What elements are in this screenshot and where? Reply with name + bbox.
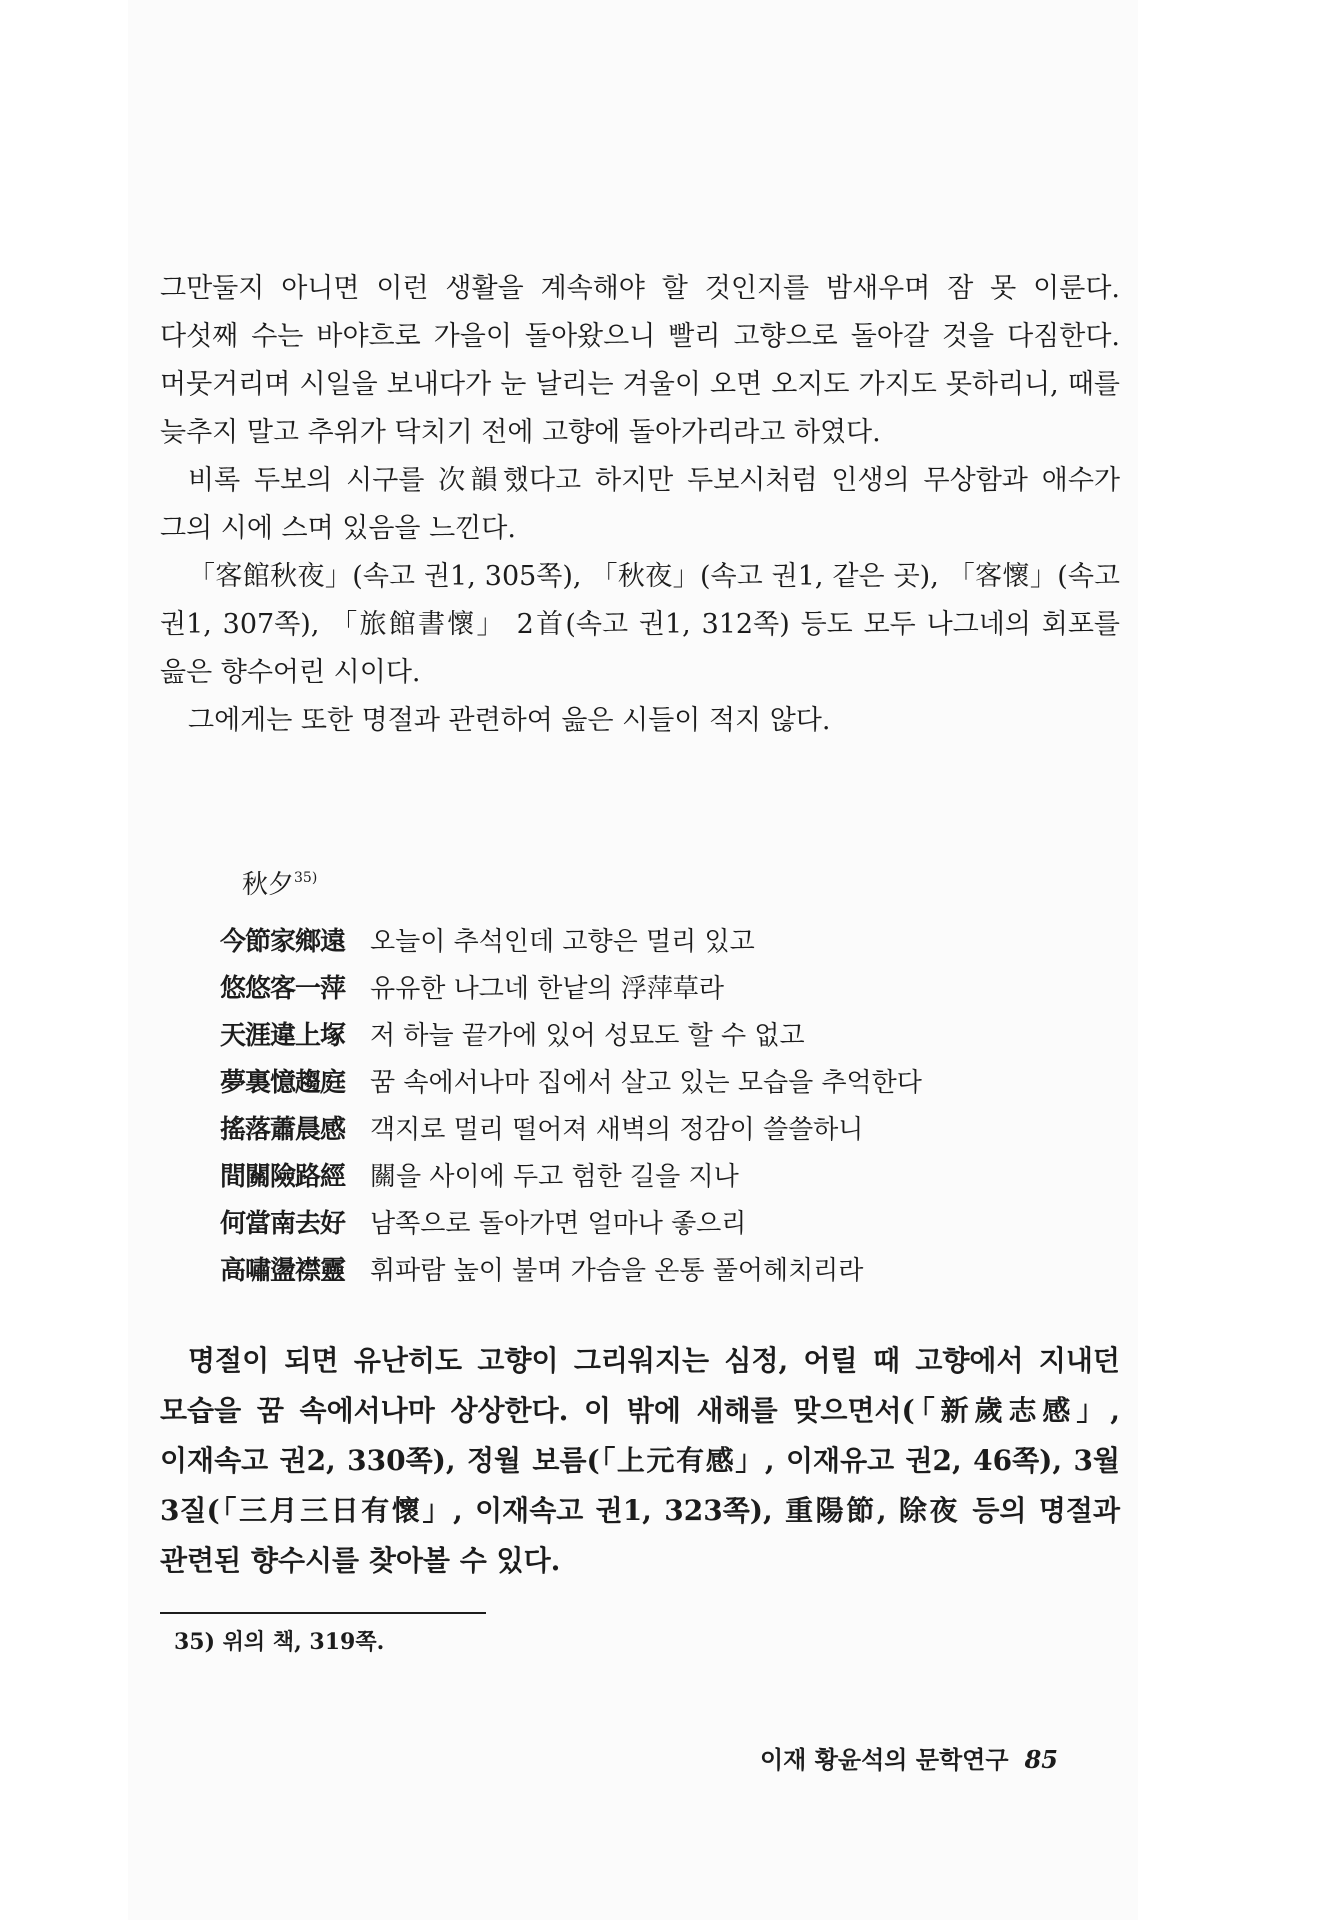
text-block-top [160, 265, 1120, 745]
poem-line-translation: 저 하늘 끝가에 있어 성묘도 할 수 없고 [370, 1021, 805, 1051]
poem-line-hanja: 今節家鄉遠 [220, 927, 346, 957]
paragraph-dubo-comparison: 비록 두보의 시구를 次韻했다고 하지만 두보시처럼 인생의 무상함과 애수가 그의 시에 스며 있음을 느낀다. [160, 465, 1120, 544]
poem-line [220, 1248, 1080, 1295]
poem-line [220, 1154, 1080, 1201]
paragraph-holiday-intro: 그에게는 또한 명절과 관련하여 읊은 시들이 적지 않다. [188, 705, 831, 736]
paragraph-related-poems: 「客館秋夜」(속고 권1, 305쪽), 「秋夜」(속고 권1, 같은 곳), 「客懷」(속고 권1, 307쪽), 「旅館書懷」 2首(속고 권1, 312쪽) 등도 모두 나그네의 회포를 읊은 향수어린 시이다. [160, 561, 1120, 688]
poem-line [220, 1107, 1080, 1154]
running-footer [760, 1742, 1058, 1778]
poem-line-translation: 關을 사이에 두고 험한 길을 지나 [370, 1162, 739, 1192]
poem-line-translation: 유유한 나그네 한낱의 浮萍草라 [370, 974, 724, 1004]
footnote-ref: 35) [294, 870, 318, 886]
poem-line [220, 919, 1080, 966]
paragraph-holiday-poems: 명절이 되면 유난히도 고향이 그리워지는 심정, 어릴 때 고향에서 지내던 모습을 꿈 속에서나마 상상한다. 이 밖에 새해를 맞으면서(「新歲志感」, 이재속고 권2, 330쪽), 정월 보름(「上元有感」, 이재유고 권2, 46쪽), 3월 3질(「三月三日有懷」, 이재속고 권1, 323쪽), 重陽節, 除夜 등의 명절과 관련된 향수시를 찾아볼 수 있다. [160, 1344, 1120, 1577]
poem-line-translation: 휘파람 높이 불며 가슴을 온통 풀어헤치리라 [370, 1256, 864, 1286]
poem-line-hanja: 搖落蕭晨感 [220, 1115, 346, 1145]
paragraph-continuation: 그만둘지 아니면 이런 생활을 계속해야 할 것인지를 밤새우며 잠 못 이룬다. 다섯째 수는 바야흐로 가을이 돌아왔으니 빨리 고향으로 돌아갈 것을 다짐한다. 머뭇거리며 시일을 보내다가 눈 날리는 겨울이 오면 오지도 가지도 못하리니, 때를 늦추지 말고 추위가 닥치기 전에 고향에 돌아가리라고 하였다. [160, 273, 1120, 448]
poem-line-translation: 남쪽으로 돌아가면 얼마나 좋으리 [370, 1209, 747, 1239]
running-title: 이재 황윤석의 문학연구 [760, 1745, 1009, 1774]
poem-line [220, 966, 1080, 1013]
page-number: 85 [1024, 1745, 1058, 1774]
poem-line-hanja: 悠悠客一萍 [220, 974, 346, 1004]
poem-line-hanja: 夢裏憶趨庭 [220, 1068, 346, 1098]
footnote-divider [160, 1612, 486, 1614]
poem-line [220, 1201, 1080, 1248]
poem-line-hanja: 間關險路經 [220, 1162, 346, 1192]
poem-block [220, 858, 1080, 1295]
poem-line-hanja: 天涯違上塚 [220, 1021, 346, 1051]
text-block-bottom [160, 1336, 1120, 1586]
footnote: 35) 위의 책, 319쪽. [174, 1629, 385, 1655]
poem-title-text: 秋夕 [242, 870, 295, 900]
poem-line-hanja: 何當南去好 [220, 1209, 346, 1239]
poem-line-translation: 오늘이 추석인데 고향은 멀리 있고 [370, 927, 755, 957]
poem-line [220, 1013, 1080, 1060]
poem-line-translation: 객지로 멀리 떨어져 새벽의 정감이 쓸쓸하니 [370, 1115, 864, 1145]
poem-line [220, 1060, 1080, 1107]
poem-line-hanja: 高嘯盪襟靈 [220, 1256, 346, 1286]
poem-title [242, 858, 1080, 905]
poem-line-translation: 꿈 속에서나마 집에서 살고 있는 모습을 추억한다 [370, 1068, 922, 1098]
